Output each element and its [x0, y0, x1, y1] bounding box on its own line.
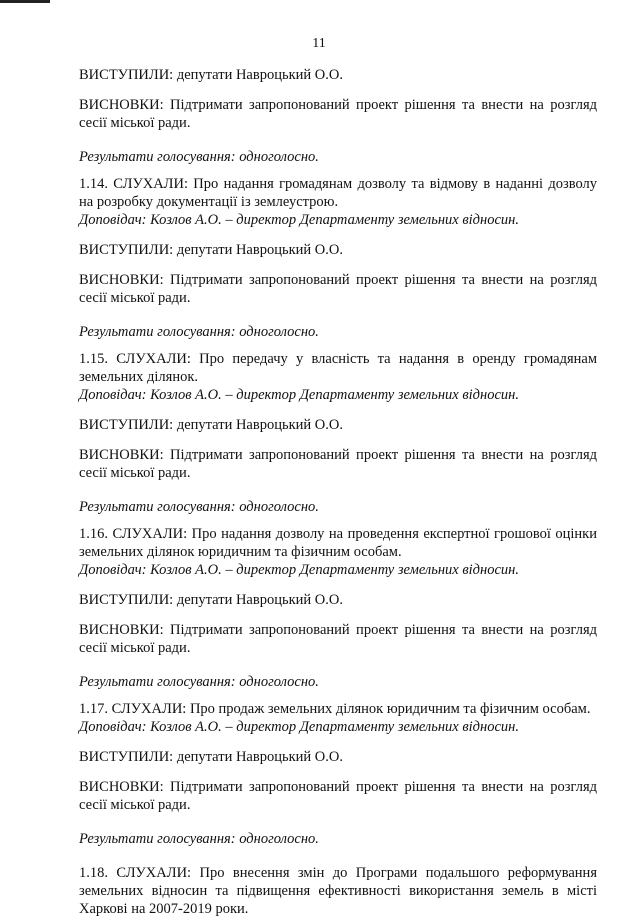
speakers-line: ВИСТУПИЛИ: депутати Навроцький О.О.: [79, 417, 343, 433]
speakers-line: ВИСТУПИЛИ: депутати Навроцький О.О.: [79, 242, 343, 258]
reporter-line: Доповідач: Козлов А.О. – директор Департаменту земельних відносин.: [79, 387, 519, 403]
agenda-item-1-17: 1.17. СЛУХАЛИ: Про продаж земельних ділянок юридичним та фізичним особам.: [79, 701, 591, 717]
conclusions-paragraph: ВИСНОВКИ: Підтримати запропонований проект рішення та внести на розгляд сесії міської ради.: [79, 272, 597, 306]
conclusions-paragraph: ВИСНОВКИ: Підтримати запропонований проект рішення та внести на розгляд сесії міської ради.: [79, 97, 597, 131]
voting-results: Результати голосування: одноголосно.: [79, 499, 319, 515]
voting-results: Результати голосування: одноголосно.: [79, 324, 319, 340]
document-body: [79, 66, 597, 918]
speakers-line: ВИСТУПИЛИ: депутати Навроцький О.О.: [79, 749, 343, 765]
scan-corner-mark: [0, 0, 50, 3]
speakers-line: ВИСТУПИЛИ: депутати Навроцький О.О.: [79, 592, 343, 608]
conclusions-paragraph: ВИСНОВКИ: Підтримати запропонований проект рішення та внести на розгляд сесії міської ради.: [79, 447, 597, 481]
conclusions-paragraph: ВИСНОВКИ: Підтримати запропонований проект рішення та внести на розгляд сесії міської ради.: [79, 779, 597, 813]
page-number: 11: [312, 36, 326, 51]
agenda-item-1-16: 1.16. СЛУХАЛИ: Про надання дозволу на проведення експертної грошової оцінки земельних ділянок юридичним та фізичним особам.: [79, 526, 597, 560]
conclusions-paragraph: ВИСНОВКИ: Підтримати запропонований проект рішення та внести на розгляд сесії міської ради.: [79, 622, 597, 656]
agenda-item-1-18: 1.18. СЛУХАЛИ: Про внесення змін до Програми подальшого реформування земельних відносин та підвищення ефективності використання земель в місті Харкові на 2007-2019 роки.: [79, 865, 597, 917]
reporter-line: Доповідач: Козлов А.О. – директор Департаменту земельних відносин.: [79, 212, 519, 228]
agenda-item-1-14: 1.14. СЛУХАЛИ: Про надання громадянам дозволу та відмову в наданні дозволу на розробку документації із землеустрою.: [79, 176, 597, 210]
agenda-item-1-15: 1.15. СЛУХАЛИ: Про передачу у власність та надання в оренду громадянам земельних ділянок.: [79, 351, 597, 385]
speakers-line: ВИСТУПИЛИ: депутати Навроцький О.О.: [79, 67, 343, 83]
voting-results: Результати голосування: одноголосно.: [79, 149, 319, 165]
voting-results: Результати голосування: одноголосно.: [79, 674, 319, 690]
reporter-line: Доповідач: Козлов А.О. – директор Департаменту земельних відносин.: [79, 719, 519, 735]
voting-results: Результати голосування: одноголосно.: [79, 831, 319, 847]
reporter-line: Доповідач: Козлов А.О. – директор Департаменту земельних відносин.: [79, 562, 519, 578]
